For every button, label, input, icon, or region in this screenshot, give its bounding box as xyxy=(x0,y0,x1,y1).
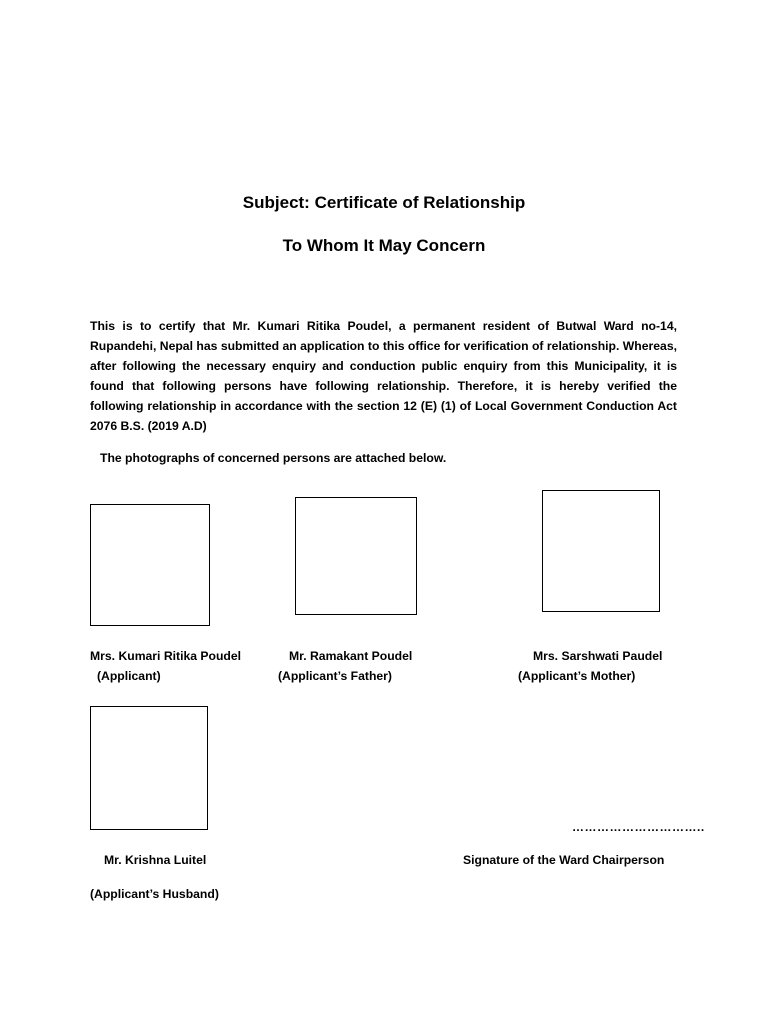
certificate-body-paragraph: This is to certify that Mr. Kumari Ritika Poudel, a permanent resident of Butwal Ward no-14, Rupandehi, Nepal has submitted an application to this office for verification of relationship. Whereas, after following the necessary enquiry and conduction public enquiry from this Municipality, it is found that following persons have following relationship. Therefore, it is hereby verified the following relationship in accordance with the section 12 (E) (1) of Local Government Conduction Act 2076 B.S. (2019 A.D) xyxy=(90,319,677,433)
person-role-applicant: (Applicant) xyxy=(97,669,161,683)
certificate-greeting: To Whom It May Concern xyxy=(282,236,486,255)
person-role-husband: (Applicant’s Husband) xyxy=(90,887,219,901)
person-name-father: Mr. Ramakant Poudel xyxy=(289,649,413,663)
person-role-father: (Applicant’s Father) xyxy=(278,669,392,683)
photo-note: The photographs of concerned persons are attached below. xyxy=(100,451,447,465)
signature-label: Signature of the Ward Chairperson xyxy=(463,853,665,867)
photo-box-applicant xyxy=(90,504,210,626)
person-name-applicant: Mrs. Kumari Ritika Poudel xyxy=(90,649,242,663)
person-role-mother: (Applicant’s Mother) xyxy=(518,669,636,683)
photo-box-mother xyxy=(542,490,660,612)
person-name-mother: Mrs. Sarshwati Paudel xyxy=(533,649,663,663)
photo-box-father xyxy=(295,497,417,615)
signature-line: ………………………….. xyxy=(572,820,705,834)
photo-box-husband xyxy=(90,706,208,830)
certificate-subject: Subject: Certificate of Relationship xyxy=(242,193,526,212)
person-name-husband: Mr. Krishna Luitel xyxy=(104,853,207,867)
